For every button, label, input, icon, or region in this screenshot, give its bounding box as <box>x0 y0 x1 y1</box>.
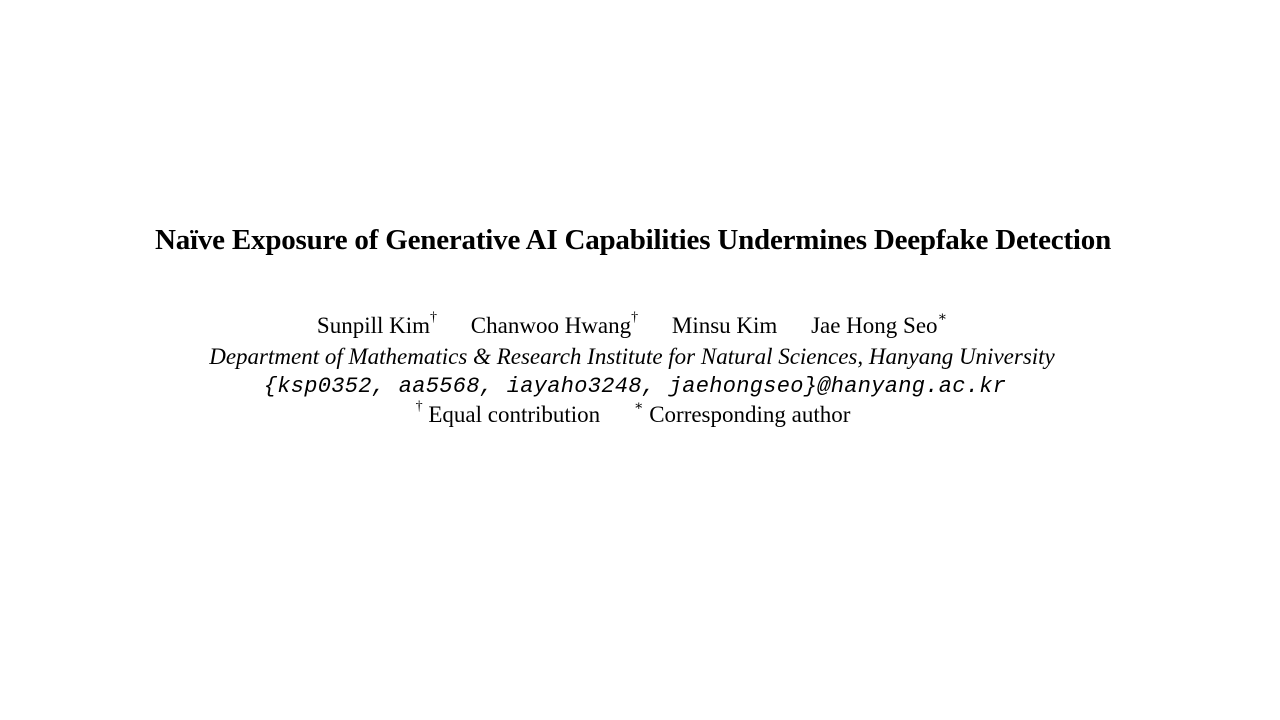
author-chanwoo-hwang <box>471 311 638 341</box>
author-name: Sunpill Kim <box>316 313 431 338</box>
note-text: Corresponding author <box>649 402 851 427</box>
author-mark: ∗ <box>937 310 948 326</box>
note-mark: † <box>415 399 423 415</box>
author-minsu-kim <box>672 311 777 341</box>
author-mark: † <box>430 310 438 326</box>
affiliation: Department of Mathematics & Research Institute for Natural Sciences, Hanyang University <box>209 344 1055 369</box>
author-jae-hong-seo <box>811 311 947 341</box>
note-corresponding-author <box>634 400 850 430</box>
author-mark: † <box>631 310 639 326</box>
author-name: Jae Hong Seo <box>811 313 938 338</box>
author-name: Chanwoo Hwang <box>470 313 632 338</box>
author-list <box>0 311 1264 341</box>
footnote-legend <box>0 400 1266 430</box>
note-mark: ∗ <box>633 399 644 415</box>
author-emails: {ksp0352, aa5568, iayaho3248, jaehongseo}@hanyang.ac.kr <box>263 374 1007 399</box>
note-equal-contribution <box>416 400 601 430</box>
author-name: Minsu Kim <box>671 313 778 338</box>
author-sunpill-kim <box>317 311 437 341</box>
paper-title: Naïve Exposure of Generative AI Capabilities Undermines Deepfake Detection <box>154 224 1112 256</box>
note-text: Equal contribution <box>428 402 601 427</box>
